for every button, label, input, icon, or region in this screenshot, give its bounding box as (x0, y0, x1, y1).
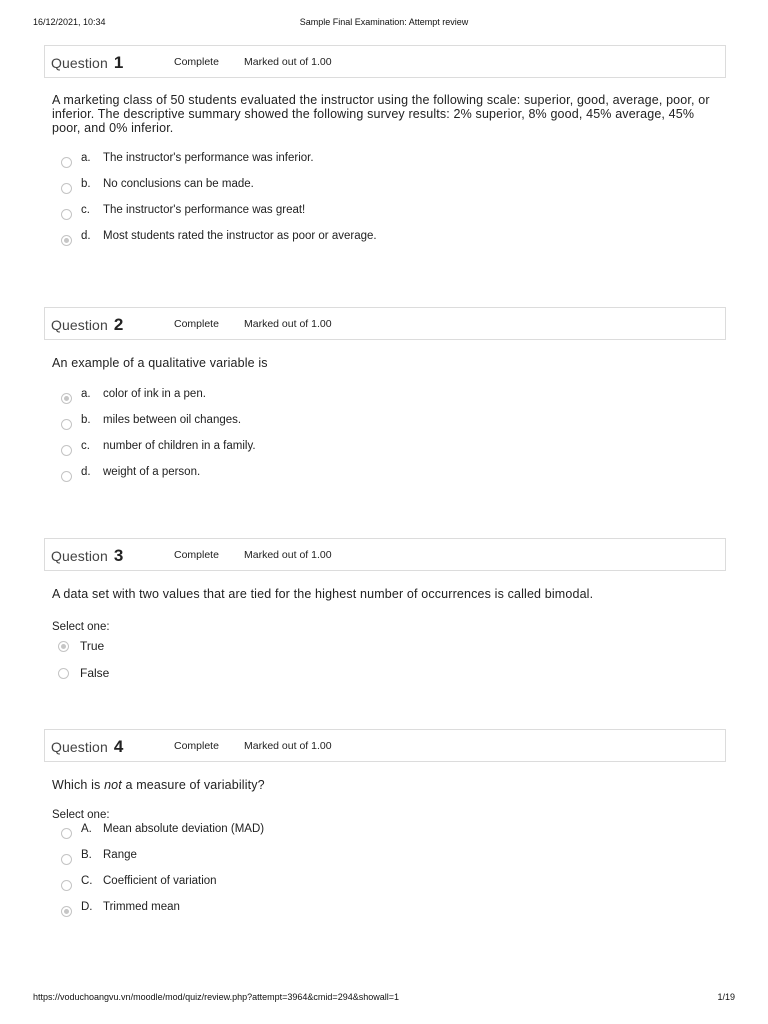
answer-option-false[interactable] (44, 664, 726, 691)
question-title (51, 315, 123, 335)
question-info (44, 45, 726, 78)
print-page-number: 1/19 (717, 992, 735, 1002)
question-state: Complete (174, 318, 219, 330)
question-info (44, 307, 726, 340)
print-footer (33, 992, 735, 1006)
radio-button[interactable] (61, 854, 72, 865)
question-text-emphasis: not (104, 778, 122, 792)
question-state: Complete (174, 740, 219, 752)
answer-letter: B. (81, 849, 92, 861)
question-label: Question (51, 317, 108, 333)
answer-text: Range (103, 849, 137, 861)
answer-option-true[interactable] (44, 637, 726, 664)
question-grade: Marked out of 1.00 (244, 318, 332, 330)
answer-letter: d. (81, 230, 91, 242)
radio-button-selected[interactable] (58, 641, 69, 652)
radio-button-selected[interactable] (61, 393, 72, 404)
answer-letter: A. (81, 823, 92, 835)
answer-option[interactable] (44, 898, 726, 924)
print-header (33, 17, 735, 31)
answer-option[interactable] (44, 411, 726, 437)
question-2 (44, 307, 726, 489)
question-title (51, 53, 123, 73)
question-text (52, 778, 712, 792)
question-title (51, 737, 123, 757)
answer-option[interactable] (44, 872, 726, 898)
question-text: A marketing class of 50 students evaluated the instructor using the following scale: superior, good, average, poor, or inferior. The descriptive summary showed the following survey results: 2% superior, 8% good, 45% average, 45% poor, and 0% inferior. (52, 93, 710, 135)
radio-button[interactable] (61, 471, 72, 482)
print-datetime: 16/12/2021, 10:34 (33, 17, 106, 27)
answer-option[interactable] (44, 201, 726, 227)
answer-text: Most students rated the instructor as poor or average. (103, 230, 377, 242)
answer-letter: d. (81, 466, 91, 478)
question-label: Question (51, 548, 108, 564)
select-one-label: Select one: (52, 621, 110, 633)
answer-letter: C. (81, 875, 93, 887)
answer-text: miles between oil changes. (103, 414, 242, 426)
answer-letter: D. (81, 901, 93, 913)
question-info (44, 538, 726, 571)
answer-text: weight of a person. (103, 466, 201, 478)
answer-option[interactable] (44, 437, 726, 463)
answer-text: color of ink in a pen. (103, 388, 206, 400)
radio-button[interactable] (61, 445, 72, 456)
answer-text: False (80, 666, 110, 680)
answer-letter: a. (81, 152, 91, 164)
radio-button[interactable] (61, 880, 72, 891)
answer-option[interactable] (44, 149, 726, 175)
answer-option[interactable] (44, 463, 726, 489)
answer-letter: b. (81, 178, 91, 190)
answer-letter: b. (81, 414, 91, 426)
answer-text: number of children in a family. (103, 440, 256, 452)
question-label: Question (51, 55, 108, 71)
answer-option[interactable] (44, 846, 726, 872)
question-grade: Marked out of 1.00 (244, 740, 332, 752)
question-title (51, 546, 123, 566)
select-one-label: Select one: (52, 809, 110, 821)
answer-text: The instructor's performance was great! (103, 204, 306, 216)
print-page-title: Sample Final Examination: Attempt review (299, 17, 469, 27)
question-grade: Marked out of 1.00 (244, 56, 332, 68)
question-number: 4 (113, 737, 124, 756)
question-1 (44, 45, 726, 253)
answer-text: True (80, 639, 105, 653)
question-state: Complete (174, 549, 219, 561)
question-text-before: Which is (52, 778, 105, 792)
question-text-after: a measure of variability? (121, 778, 265, 792)
answer-text: Coefficient of variation (103, 875, 217, 887)
answer-text: Mean absolute deviation (MAD) (103, 823, 265, 835)
print-url: https://voduchoangvu.vn/moodle/mod/quiz/review.php?attempt=3964&cmid=294&showall=1 (33, 992, 399, 1002)
answer-text: Trimmed mean (103, 901, 180, 913)
radio-button[interactable] (58, 668, 69, 679)
question-number: 2 (113, 315, 124, 334)
radio-button[interactable] (61, 157, 72, 168)
answer-text: The instructor's performance was inferior. (103, 152, 314, 164)
question-number: 3 (113, 546, 124, 565)
radio-button-selected[interactable] (61, 235, 72, 246)
answer-option[interactable] (44, 820, 726, 846)
question-4 (44, 729, 726, 924)
question-state: Complete (174, 56, 219, 68)
question-label: Question (51, 739, 108, 755)
answer-option[interactable] (44, 175, 726, 201)
question-3 (44, 538, 726, 691)
question-info (44, 729, 726, 762)
answer-text: No conclusions can be made. (103, 178, 254, 190)
answer-option[interactable] (44, 385, 726, 411)
question-text: An example of a qualitative variable is (52, 356, 268, 370)
question-number: 1 (113, 53, 124, 72)
radio-button[interactable] (61, 828, 72, 839)
radio-button[interactable] (61, 209, 72, 220)
answer-letter: c. (81, 440, 90, 452)
answer-options (44, 385, 726, 489)
answer-options (44, 637, 726, 691)
answer-letter: a. (81, 388, 91, 400)
radio-button[interactable] (61, 419, 72, 430)
question-grade: Marked out of 1.00 (244, 549, 332, 561)
radio-button-selected[interactable] (61, 906, 72, 917)
question-text: A data set with two values that are tied for the highest number of occurrences is called bimodal. (52, 587, 594, 601)
answer-options (44, 149, 726, 253)
answer-option[interactable] (44, 227, 726, 253)
answer-letter: c. (81, 204, 90, 216)
radio-button[interactable] (61, 183, 72, 194)
answer-options (44, 820, 726, 924)
